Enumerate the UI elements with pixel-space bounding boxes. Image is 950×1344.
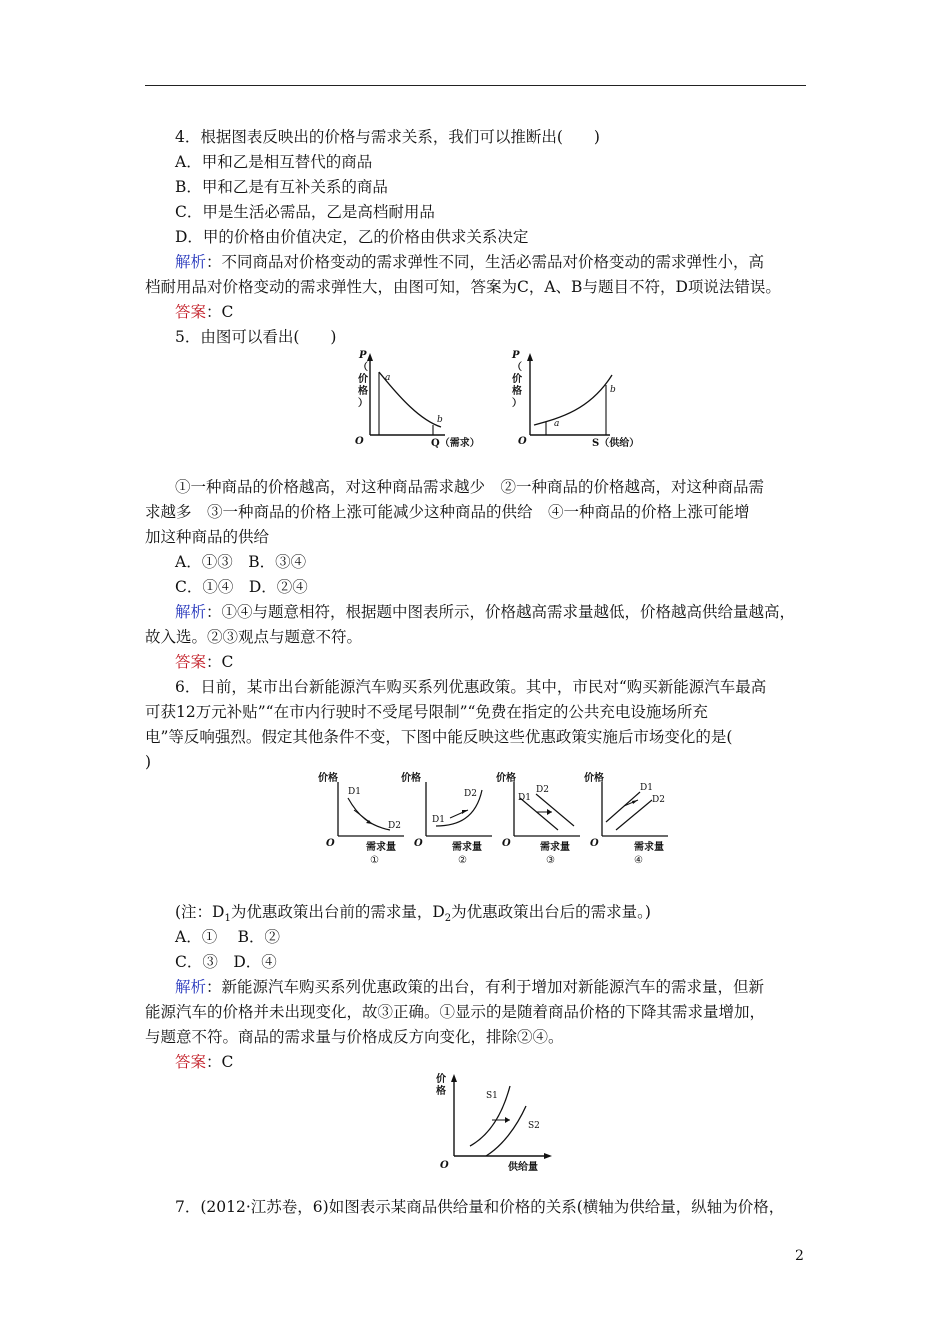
svg-text:D1: D1: [432, 815, 445, 825]
svg-text:D1: D1: [348, 787, 361, 797]
header-rule: [145, 85, 806, 86]
x-axis-label: Q（需求）: [431, 438, 480, 449]
svg-text:（: （: [512, 362, 522, 373]
y-axis-symbol: P: [512, 350, 520, 361]
svg-text:需求量: 需求量: [452, 842, 482, 853]
analysis-label: 解析: [175, 603, 207, 621]
svg-text:价: 价: [512, 374, 522, 385]
svg-text:格: 格: [512, 386, 522, 397]
q5-statement-3: 加这种商品的供给: [145, 528, 270, 546]
q6-analysis-cont-1: 能源汽车的价格并未出现变化，故③正确。①显示的是随着商品价格的下降其需求量增加，: [145, 1003, 766, 1021]
q6-stem-1: 6．日前，某市出台新能源汽车购买系列优惠政策。其中，市民对“购买新能源汽车最高: [175, 678, 767, 696]
svg-text:D2: D2: [536, 785, 549, 795]
q5-answer: 答案：C: [175, 653, 234, 671]
analysis-label: 解析: [175, 978, 207, 996]
q4-analysis: 解析：不同商品对价格变动的需求弹性不同，生活必需品对价格变动的需求弹性小，高: [175, 253, 765, 271]
point-b-label: b: [437, 415, 443, 425]
q4-analysis-cont: 档耐用品对价格变动的需求弹性大，由图可知，答案为C，A、B与题目不符，D项说法错误。: [145, 278, 781, 296]
q6-stem-3: 电”等反响强烈。假定其他条件不变，下图中能反映这些优惠政策实施后市场变化的是(: [145, 728, 733, 746]
svg-text:D1: D1: [518, 793, 531, 803]
q6-analysis-cont-2: 与题意不符。商品的需求量与价格成反方向变化，排除②④。: [145, 1028, 564, 1046]
y-axis-symbol: P: [359, 350, 367, 361]
q5-options-cd: C．①④ D．②④: [175, 578, 308, 596]
q5-supply-figure: [510, 350, 650, 455]
x-axis-label: S（供给）: [592, 438, 640, 449]
q4-option-c: C．甲是生活必需品，乙是高档耐用品: [175, 203, 435, 221]
origin-label: O: [518, 436, 527, 447]
svg-text:D1: D1: [640, 783, 653, 793]
q5-demand-figure: [345, 350, 485, 455]
svg-text:D2: D2: [652, 795, 665, 805]
svg-text:（: （: [358, 362, 368, 373]
curve-s2-label: S2: [528, 1121, 540, 1131]
q6-options-ab: A．① B．②: [175, 928, 281, 946]
svg-text:需求量: 需求量: [366, 842, 396, 853]
svg-text:O: O: [502, 838, 511, 849]
q6-chart-1: [318, 770, 408, 866]
q4-stem: 4．根据图表反映出的价格与需求关系，我们可以推断出( ): [175, 128, 600, 146]
q6-stem-4: ): [145, 753, 152, 771]
point-a-label: a: [385, 373, 391, 383]
svg-text:②: ②: [458, 855, 467, 866]
q6-answer: 答案：C: [175, 1053, 234, 1071]
page-number: 2: [795, 1248, 804, 1264]
point-b-label: b: [610, 385, 616, 395]
curve-s1-label: S1: [486, 1091, 498, 1101]
analysis-label: 解析: [175, 253, 207, 271]
q7-supply-figure: [430, 1072, 570, 1180]
q5-statement-2: 求越多 ③一种商品的价格上涨可能减少这种商品的供给 ④一种商品的价格上涨可能增: [145, 503, 750, 521]
svg-text:需求量: 需求量: [634, 842, 664, 853]
q7-stem: 7．(2012·江苏卷，6)如图表示某商品供给量和价格的关系(横轴为供给量，纵轴为价格，: [175, 1198, 785, 1216]
svg-text:④: ④: [634, 855, 643, 866]
q4-answer: 答案：C: [175, 303, 234, 321]
svg-text:O: O: [590, 838, 599, 849]
q5-stem: 5．由图可以看出( ): [175, 328, 337, 346]
svg-text:D2: D2: [464, 789, 477, 799]
svg-text:O: O: [414, 838, 423, 849]
origin-label: O: [440, 1160, 449, 1171]
point-a-label: a: [554, 419, 560, 429]
svg-text:D2: D2: [388, 821, 401, 831]
q4-option-d: D．甲的价格由价值决定，乙的价格由供求关系决定: [175, 228, 529, 246]
q6-options-cd: C．③ D．④: [175, 953, 277, 971]
svg-text:）: ）: [358, 398, 368, 409]
svg-text:价: 价: [436, 1074, 446, 1085]
svg-text:价: 价: [358, 374, 368, 385]
svg-text:③: ③: [546, 855, 555, 866]
q4-option-b: B．甲和乙是有互补关系的商品: [175, 178, 388, 196]
svg-text:格: 格: [436, 1086, 446, 1097]
q6-chart-2: [401, 770, 496, 866]
answer-label: 答案: [175, 1053, 207, 1071]
q6-chart-3: [494, 770, 584, 866]
q6-analysis: 解析：新能源汽车购买系列优惠政策的出台，有利于增加对新能源汽车的需求量，但新: [175, 978, 765, 996]
q5-statement-1: ①一种商品的价格越高，对这种商品需求越少 ②一种商品的价格越高，对这种商品需: [175, 478, 765, 496]
answer-label: 答案: [175, 653, 207, 671]
q5-options-ab: A．①③ B．③④: [175, 553, 307, 571]
q4-option-a: A．甲和乙是相互替代的商品: [175, 153, 373, 171]
q6-chart-4: [582, 770, 672, 866]
svg-text:）: ）: [512, 398, 522, 409]
svg-text:价格: 价格: [496, 773, 516, 784]
svg-text:价格: 价格: [318, 773, 338, 784]
svg-text:需求量: 需求量: [540, 842, 570, 853]
svg-text:O: O: [326, 838, 335, 849]
svg-text:价格: 价格: [584, 773, 604, 784]
q5-analysis: 解析：①④与题意相符，根据题中图表所示，价格越高需求量越低，价格越高供给量越高，: [175, 603, 796, 621]
x-axis-label: 供给量: [508, 1162, 538, 1173]
origin-label: O: [355, 436, 364, 447]
svg-text:格: 格: [358, 386, 368, 397]
svg-text:①: ①: [370, 855, 379, 866]
svg-text:价格: 价格: [401, 773, 421, 784]
answer-label: 答案: [175, 303, 207, 321]
q6-stem-2: 可获12万元补贴”“在市内行驶时不受尾号限制”“免费在指定的公共充电设施场所充: [145, 703, 708, 721]
q6-note: (注：$D_1$为优惠政策出台前的需求量，$D_2$为优惠政策出台后的需求量。): [175, 903, 651, 925]
q5-analysis-cont: 故入选。②③观点与题意不符。: [145, 628, 363, 646]
